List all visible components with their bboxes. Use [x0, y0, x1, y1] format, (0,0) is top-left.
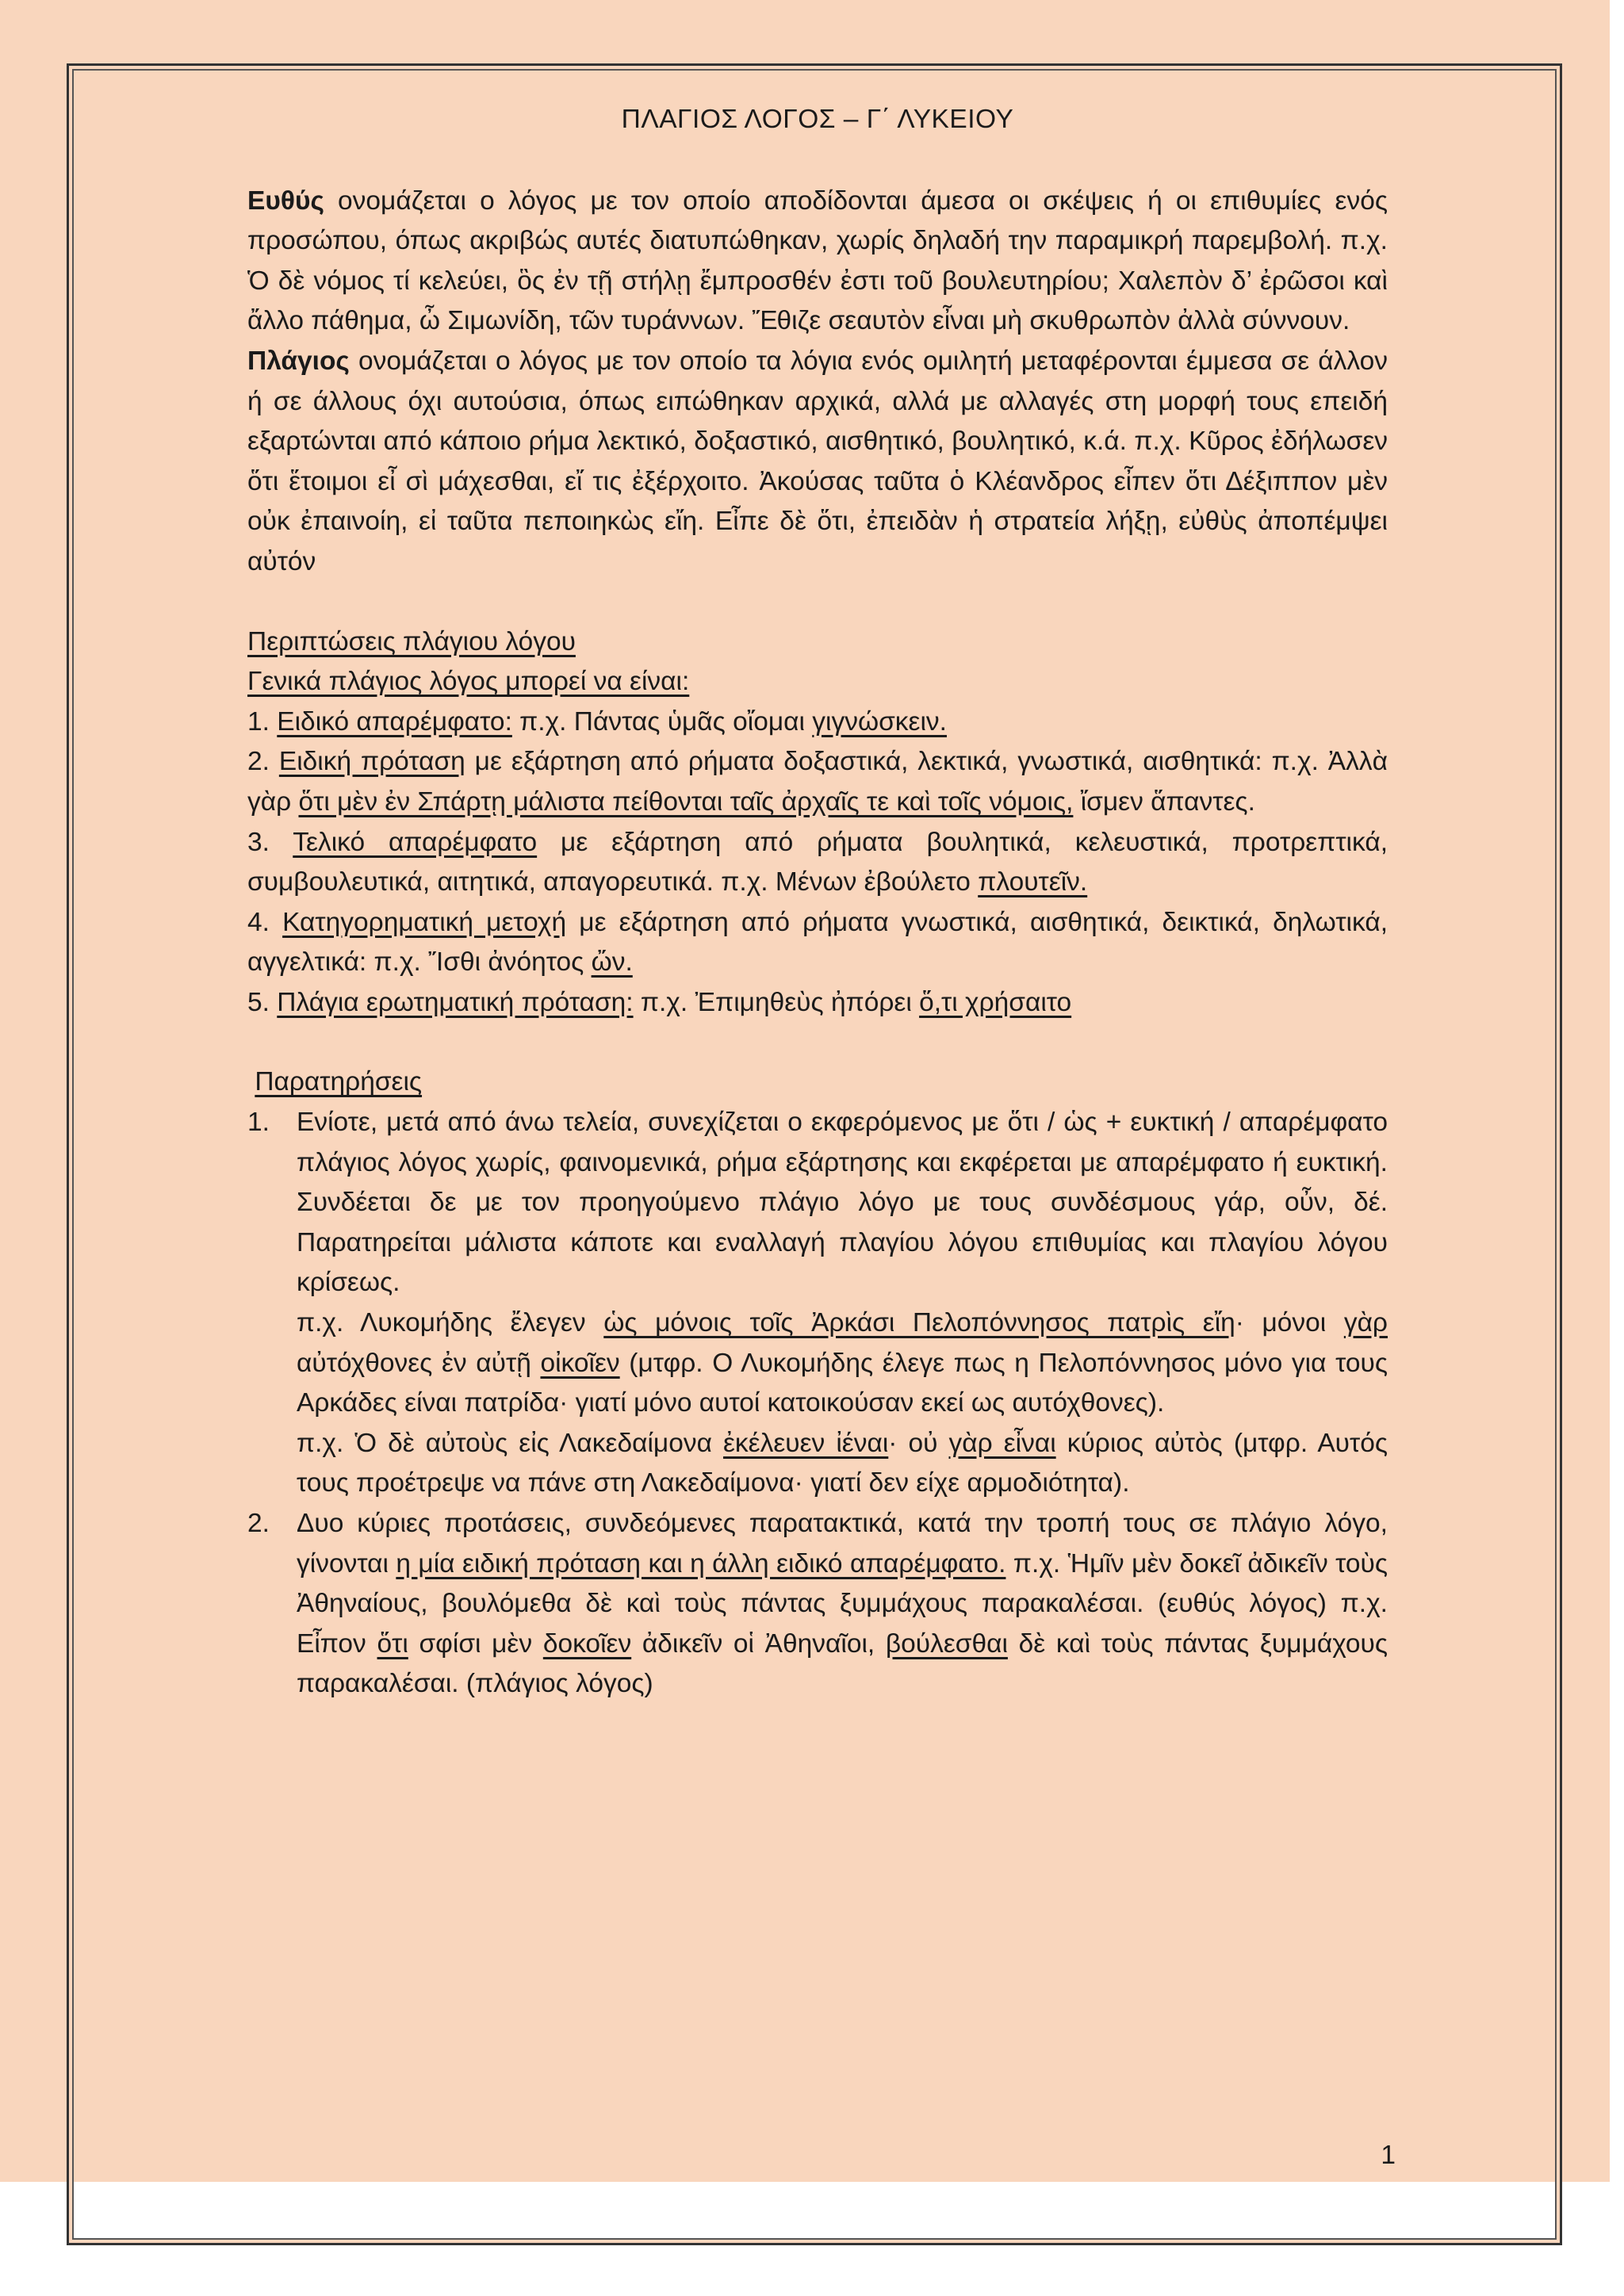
example-text: (μτφρ. Ο Λυκομήδης έλεγε πως η Πελοπόννησος μόνο για τους Αρκάδες είναι πατρίδα· γιατί μόνο αυτοί κατοικούσαν εκεί ως αυτόχθονες). [297, 1348, 1388, 1418]
case-item-5 [247, 983, 1388, 1024]
example-text: π.χ. Λυκομήδης ἔλεγεν [297, 1308, 604, 1338]
euthys-term: Ευθύς [247, 186, 324, 216]
plagios-text: ονομάζεται ο λόγος με τον οποίο τα λόγια ενός ομιλητή μεταφέρονται έμμεσα σε άλλον ή σε άλλους όχι αυτούσια, όπως ειπώθηκαν αρχικά, αλλά με αλλαγές στη μορφή τους επειδή εξαρτώνται από κάποιο ρήμα λεκτικό, δοξαστικό, αισθητικό, βουλητικό, κ.ά. π.χ. Κῦρος ἐδήλωσεν ὅτι ἕτοιμοι εἶ σὶ μάχεσθαι, εἴ τις ἐξέρχοιτο. Ἀκούσας ταῦτα ὁ Κλέανδρος εἶπεν ὅτι Δέξιππον μὲν οὐκ ἐπαινοίη, εἰ ταῦτα πεποιηκὼς εἴη. Εἶπε δὲ ὅτι, ἐπειδὰν ἡ στρατεία λήξῃ, εὐθὺς ἀποπέμψει αὐτόν [247, 346, 1388, 576]
example-text: π.χ. Ἡμῖν μὲν δοκεῖ ἀδικεῖν τοὺς Ἀθηναίους, βουλόμεθα δὲ καὶ τοὺς πάντας ξυμμάχους παρακαλέσαι. (ευθύς λόγος) π.χ. Εἶπον [297, 1548, 1388, 1659]
example-underlined: οἰκοῖεν [540, 1348, 620, 1378]
case-number: 4. [247, 907, 270, 937]
case-number: 3. [247, 827, 270, 857]
case-example: ὅ,τι χρήσαιτο [919, 987, 1072, 1017]
case-label: Πλάγια ερωτηματική πρόταση: [277, 987, 634, 1017]
example-underlined: η μία ειδική πρόταση και η άλλη ειδικό απαρέμφατο. [396, 1548, 1006, 1578]
example-text: κύριος αὐτὸς (μτφρ. Αυτός τους προέτρεψε να πάνε στη Λακεδαίμονα· γιατί δεν είχε αρμοδιότητα). [297, 1428, 1388, 1498]
case-label: Τελικό απαρέμφατο [293, 827, 538, 857]
observation-intro: Ενίοτε, μετά από άνω τελεία, συνεχίζεται ο εκφερόμενος με ὅτι / ὡς + ευκτική / απαρέμφατο πλάγιος λόγος χωρίς, φαινομενικά, ρήμα εξάρτησης και εκφέρεται με απαρέμφατο ή ευκτική. Συνδέεται δε με τον προηγούμενο πλάγιο λόγο με τους συνδέσμους γάρ, οὖν, δέ. Παρατηρείται μάλιστα κάποτε και εναλλαγή πλαγίου λόγου επιθυμίας και πλαγίου λόγου κρίσεως. [297, 1108, 1388, 1298]
example-underlined: δοκοῖεν [542, 1628, 632, 1659]
example-text: · μόνοι [1235, 1308, 1344, 1338]
case-text: με εξάρτηση από ρήματα γνωστικά, αισθητικά, δεικτικά, δηλωτικά, αγγελτικά: π.χ. Ἴσθι ἀνόητος [247, 907, 1388, 978]
example-underlined: ὅτι [377, 1628, 408, 1659]
example-text: ἀδικεῖν οἱ Ἀθηναῖοι, [631, 1628, 886, 1659]
observations-heading-text: Παρατηρήσεις [255, 1067, 423, 1097]
example-underlined: γὰρ [1343, 1308, 1388, 1338]
example-underlined: ὡς μόνοις τοῖς Ἀρκάσι Πελοπόννησος πατρὶς εἴη [603, 1308, 1235, 1338]
plagios-term: Πλάγιος [247, 346, 350, 376]
case-label: Ειδική πρόταση [278, 747, 465, 777]
case-label: Κατηγορηματική μετοχή [282, 907, 567, 937]
case-item-4 [247, 903, 1388, 983]
page-title: ΠΛΑΓΙΟΣ ΛΟΓΟΣ – Γ΄ ΛΥΚΕΙΟΥ [621, 105, 1014, 134]
case-number: 1. [247, 706, 270, 737]
observation-item-2 [247, 1504, 1388, 1705]
case-text: με εξάρτηση από ρήματα βουλητικά, κελευστικά, προτρεπτικά, συμβουλευτικά, αιτητικά, απαγορευτικά. π.χ. Μένων ἐβούλετο [247, 827, 1388, 897]
page-number: 1 [1381, 2141, 1396, 2170]
case-item-3 [247, 823, 1388, 903]
observation-example-2 [297, 1424, 1388, 1504]
observation-text-2 [297, 1504, 1388, 1705]
case-text: π.χ. Πάντας ὑμᾶς οἴομαι [511, 706, 813, 737]
example-text: δὲ καὶ τοὺς πάντας ξυμμάχους παρακαλέσαι. (πλάγιος λόγος) [297, 1628, 1388, 1699]
example-underlined: γὰρ εἶναι [948, 1428, 1056, 1458]
example-text: · οὐ [888, 1428, 949, 1458]
case-number: 5. [247, 987, 270, 1017]
example-underlined: ἐκέλευεν ἰέναι [723, 1428, 889, 1458]
observations-heading [247, 1062, 1388, 1103]
case-item-2 [247, 742, 1388, 822]
euthys-text: ονομάζεται ο λόγος με τον οποίο αποδίδονται άμεσα οι σκέψεις ή οι επιθυμίες ενός προσώπου, όπως ακριβώς αυτές διατυπώθηκαν, χωρίς δηλαδή την παραμικρή παρεμβολή. π.χ. Ὁ δὲ νόμος τί κελεύει, ὃς ἐν τῇ στήλῃ ἔμπροσθέν ἐστι τοῦ βουλευτηρίου; Χαλεπὸν δ’ ἐρῶσοι καὶ ἄλλο πάθημα, ὦ Σιμωνίδη, τῶν τυράννων. Ἔθιζε σεαυτὸν εἶναι μὴ σκυθρωπὸν ἀλλὰ σύννουν. [247, 186, 1388, 336]
observation-number: 1. [247, 1108, 270, 1138]
case-example: γιγνώσκειν. [812, 706, 947, 737]
example-text: σφίσι μὲν [408, 1628, 543, 1659]
case-text: π.χ. Ἐπιμηθεὺς ἠπόρει [633, 987, 920, 1017]
observation-number: 2. [247, 1509, 270, 1538]
cases-subheading: Γενικά πλάγιος λόγος μπορεί να είναι: [247, 667, 690, 697]
case-tail: ἴσμεν ἅπαντες. [1073, 786, 1255, 817]
case-item-1 [247, 702, 1388, 743]
euthys-paragraph [247, 182, 1388, 342]
cases-heading: Περιπτώσεις πλάγιου λόγου [247, 626, 576, 656]
example-text: αὐτόχθονες ἐν αὐτῇ [297, 1348, 541, 1378]
example-text: π.χ. Ὁ δὲ αὐτοὺς εἰς Λακεδαίμονα [297, 1428, 723, 1458]
case-example: ὅτι μὲν ἐν Σπάρτῃ μάλιστα πείθονται ταῖς ἀρχαῖς τε καὶ τοῖς νόμοις, [298, 786, 1074, 817]
plagios-paragraph [247, 342, 1388, 583]
observation-intro: Δυο κύριες προτάσεις, συνδεόμενες παρατακτικά, κατά την τροπή τους σε πλάγιο λόγο, γίνονται [297, 1509, 1388, 1578]
observation-item-1 [247, 1103, 1388, 1504]
case-number: 2. [247, 747, 270, 777]
case-text: με εξάρτηση από ρήματα δοξαστικά, λεκτικά, γνωστικά, αισθητικά: π.χ. Ἀλλὰ γὰρ [247, 747, 1388, 817]
case-label: Ειδικό απαρέμφατο: [277, 706, 512, 737]
example-underlined: βούλεσθαι [885, 1628, 1008, 1659]
case-example: πλουτεῖν. [978, 867, 1088, 897]
observation-example-1 [297, 1303, 1388, 1424]
case-example: ὤν. [591, 947, 633, 978]
document-body [247, 100, 1388, 1705]
